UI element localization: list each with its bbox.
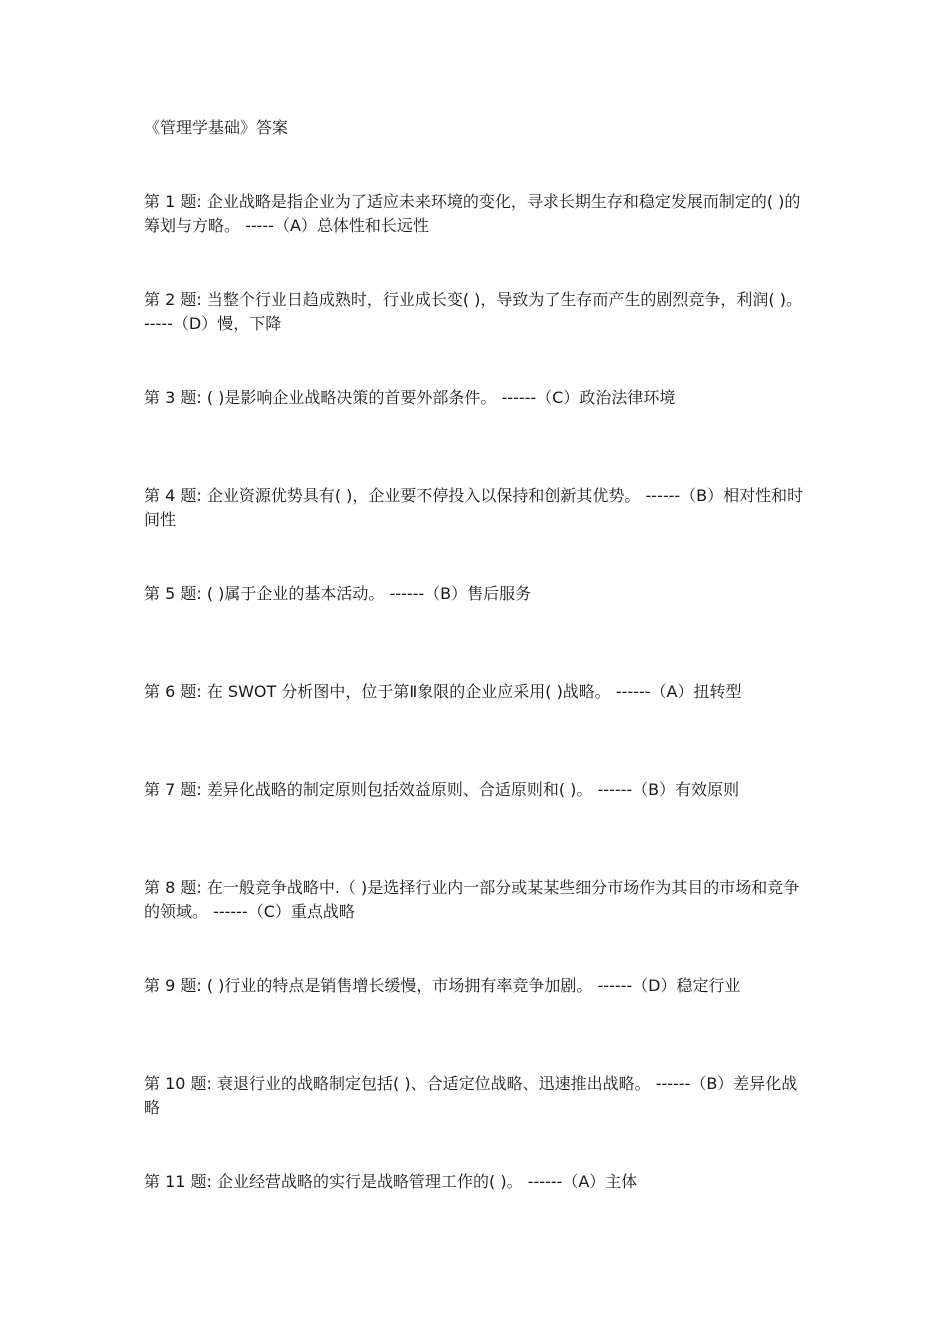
question-text: 衰退行业的战略制定包括( )、合适定位战略、迅速推出战略。 ------（B）差异化战略 bbox=[144, 1074, 798, 1117]
question-number: 第 5 题: bbox=[144, 584, 202, 603]
question-number: 第 9 题: bbox=[144, 976, 202, 995]
question-number: 第 11 题: bbox=[144, 1172, 212, 1191]
question-number: 第 1 题: bbox=[144, 192, 202, 211]
question-item bbox=[144, 386, 806, 484]
question-number: 第 6 题: bbox=[144, 682, 202, 701]
question-item bbox=[144, 680, 806, 778]
question-item bbox=[144, 190, 806, 288]
question-text: 当整个行业日趋成熟时，行业成长变( )，导致为了生存而产生的剧烈竞争，利润( )。 -----（D）慢，下降 bbox=[144, 290, 802, 333]
question-text: ( )是影响企业战略决策的首要外部条件。 ------（C）政治法律环境 bbox=[206, 388, 676, 407]
question-number: 第 8 题: bbox=[144, 878, 202, 897]
question-number: 第 3 题: bbox=[144, 388, 202, 407]
question-item bbox=[144, 582, 806, 680]
question-text: 企业战略是指企业为了适应未来环境的变化，寻求长期生存和稳定发展而制定的( )的筹划与方略。 -----（A）总体性和长远性 bbox=[144, 192, 801, 235]
question-text: ( )行业的特点是销售增长缓慢，市场拥有率竞争加剧。 ------（D）稳定行业 bbox=[206, 976, 741, 995]
question-item bbox=[144, 484, 806, 582]
question-list bbox=[144, 190, 806, 1268]
document-title: 《管理学基础》答案 bbox=[144, 118, 289, 137]
question-text: 在一般竞争战略中.（ )是选择行业内一部分或某某些细分市场作为其目的市场和竞争的领域。 ------（C）重点战略 bbox=[144, 878, 800, 921]
question-item bbox=[144, 288, 806, 386]
question-item bbox=[144, 1072, 806, 1170]
question-item bbox=[144, 1170, 806, 1268]
question-text: 企业资源优势具有( )，企业要不停投入以保持和创新其优势。 ------（B）相对性和时间性 bbox=[144, 486, 804, 529]
question-number: 第 7 题: bbox=[144, 780, 202, 799]
question-text: ( )属于企业的基本活动。 ------（B）售后服务 bbox=[206, 584, 532, 603]
question-item bbox=[144, 876, 806, 974]
question-text: 差异化战略的制定原则包括效益原则、合适原则和( )。 ------（B）有效原则 bbox=[206, 780, 740, 799]
question-number: 第 10 题: bbox=[144, 1074, 212, 1093]
question-number: 第 2 题: bbox=[144, 290, 202, 309]
question-item bbox=[144, 974, 806, 1072]
question-item bbox=[144, 778, 806, 876]
question-text: 在 SWOT 分析图中，位于第Ⅱ象限的企业应采用( )战略。 ------（A）扭转型 bbox=[206, 682, 742, 701]
question-text: 企业经营战略的实行是战略管理工作的( )。 ------（A）主体 bbox=[217, 1172, 638, 1191]
question-number: 第 4 题: bbox=[144, 486, 202, 505]
